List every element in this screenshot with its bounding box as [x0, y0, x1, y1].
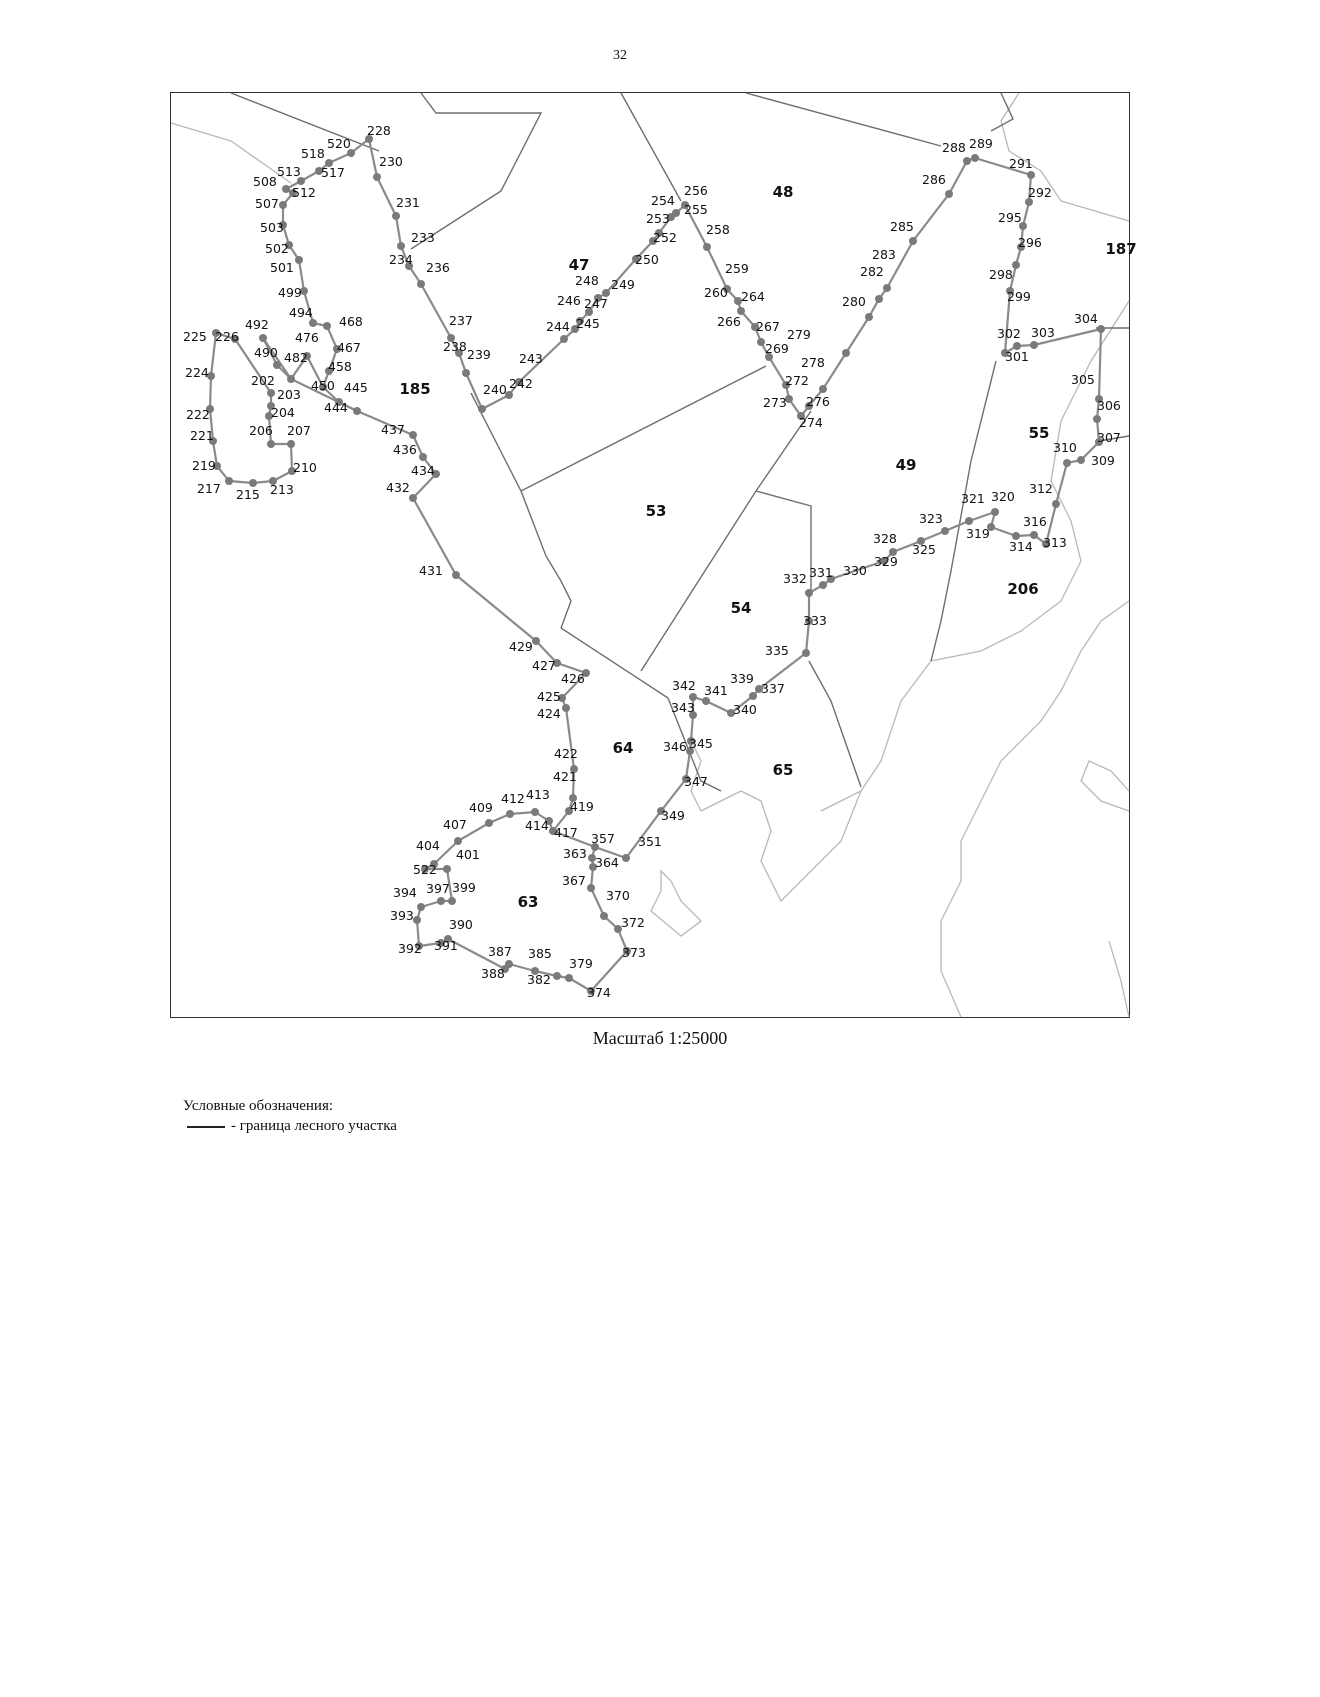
- point-label-215: 215: [236, 487, 260, 502]
- point-label-490: 490: [254, 345, 278, 360]
- point-label-248: 248: [575, 273, 599, 288]
- point-label-482: 482: [284, 350, 308, 365]
- point-label-222: 222: [186, 407, 210, 422]
- point-label-507: 507: [255, 196, 279, 211]
- point-label-213: 213: [270, 482, 294, 497]
- point-label-379: 379: [569, 956, 593, 971]
- point-labels: [183, 123, 1121, 1000]
- point-label-513: 513: [277, 164, 301, 179]
- quarter-label-64: 64: [612, 739, 634, 757]
- point-label-329: 329: [874, 554, 898, 569]
- point-label-267: 267: [756, 319, 780, 334]
- point-label-414: 414: [525, 818, 549, 833]
- point-label-274: 274: [799, 415, 823, 430]
- point-label-364: 364: [595, 855, 619, 870]
- point-label-341: 341: [704, 683, 728, 698]
- point-label-225: 225: [183, 329, 207, 344]
- quarter-label-63: 63: [517, 893, 539, 911]
- boundary-point-286: [945, 190, 953, 198]
- boundary-point-393: [413, 916, 421, 924]
- point-label-272: 272: [785, 373, 809, 388]
- point-label-237: 237: [449, 313, 473, 328]
- point-label-392: 392: [398, 941, 422, 956]
- point-label-517: 517: [321, 165, 345, 180]
- point-label-253: 253: [646, 211, 670, 226]
- boundary-point-278: [819, 385, 827, 393]
- point-label-269: 269: [765, 341, 789, 356]
- point-label-339: 339: [730, 671, 754, 686]
- point-label-279: 279: [787, 327, 811, 342]
- point-label-260: 260: [704, 285, 728, 300]
- point-label-333: 333: [803, 613, 827, 628]
- boundary-point-339: [749, 692, 757, 700]
- point-label-240: 240: [483, 382, 507, 397]
- point-label-522: 522: [413, 862, 437, 877]
- point-label-250: 250: [635, 252, 659, 267]
- point-label-426: 426: [561, 671, 585, 686]
- point-label-342: 342: [672, 678, 696, 693]
- point-label-503: 503: [260, 220, 284, 235]
- point-label-316: 316: [1023, 514, 1047, 529]
- point-label-233: 233: [411, 230, 435, 245]
- boundary-point-255: [672, 209, 680, 217]
- point-label-345: 345: [689, 736, 713, 751]
- scale-caption: Масштаб 1:25000: [592, 1028, 728, 1048]
- point-label-259: 259: [725, 261, 749, 276]
- point-label-286: 286: [922, 172, 946, 187]
- boundary-point-267: [757, 338, 765, 346]
- point-label-407: 407: [443, 817, 467, 832]
- legend-title: Условные обозначения:: [183, 1098, 334, 1114]
- legend-item-label: - граница лесного участка: [231, 1118, 397, 1134]
- boundary-point-432: [409, 494, 417, 502]
- point-label-401: 401: [456, 847, 480, 862]
- quarter-label-48: 48: [772, 183, 794, 201]
- boundary-point-429: [532, 637, 540, 645]
- boundary-point-508: [282, 185, 290, 193]
- point-label-305: 305: [1071, 372, 1095, 387]
- point-label-289: 289: [969, 136, 993, 151]
- point-label-372: 372: [621, 915, 645, 930]
- point-label-467: 467: [337, 340, 361, 355]
- boundary-point-494: [309, 319, 317, 327]
- boundary-point-409: [485, 819, 493, 827]
- boundary-point-314: [1030, 531, 1038, 539]
- point-label-206: 206: [249, 423, 273, 438]
- point-label-306: 306: [1097, 398, 1121, 413]
- forest-map: [170, 92, 1137, 1018]
- page-number: 32: [613, 48, 627, 63]
- point-label-367: 367: [562, 873, 586, 888]
- point-label-239: 239: [467, 347, 491, 362]
- boundary-point-202: [267, 389, 275, 397]
- point-label-346: 346: [663, 739, 687, 754]
- point-label-404: 404: [416, 838, 440, 853]
- point-label-313: 313: [1043, 535, 1067, 550]
- point-label-321: 321: [961, 491, 985, 506]
- point-label-417: 417: [554, 825, 578, 840]
- boundary-point-424: [562, 704, 570, 712]
- quarter-label-55: 55: [1028, 424, 1050, 442]
- point-label-349: 349: [661, 808, 685, 823]
- boundary-point-332: [805, 589, 813, 597]
- point-label-217: 217: [197, 481, 221, 496]
- point-label-437: 437: [381, 422, 405, 437]
- point-label-292: 292: [1028, 185, 1052, 200]
- boundary-point-207: [287, 440, 295, 448]
- boundary-point-507: [279, 201, 287, 209]
- boundary-point-282: [875, 295, 883, 303]
- point-label-244: 244: [546, 319, 570, 334]
- point-label-388: 388: [481, 966, 505, 981]
- boundary-point-258: [703, 243, 711, 251]
- point-label-502: 502: [265, 241, 289, 256]
- point-label-445: 445: [344, 380, 368, 395]
- point-label-419: 419: [570, 799, 594, 814]
- point-label-374: 374: [587, 985, 611, 1000]
- point-label-335: 335: [765, 643, 789, 658]
- boundary-point-321: [965, 517, 973, 525]
- point-label-494: 494: [289, 305, 313, 320]
- boundary-point-379: [565, 974, 573, 982]
- point-label-254: 254: [651, 193, 675, 208]
- boundary-point-215: [249, 479, 257, 487]
- point-label-385: 385: [528, 946, 552, 961]
- boundary-point-399: [448, 897, 456, 905]
- point-label-319: 319: [966, 526, 990, 541]
- point-label-224: 224: [185, 365, 209, 380]
- point-label-249: 249: [611, 277, 635, 292]
- point-label-492: 492: [245, 317, 269, 332]
- boundary-point-304: [1097, 325, 1105, 333]
- point-label-221: 221: [190, 428, 214, 443]
- point-label-330: 330: [843, 563, 867, 578]
- point-label-320: 320: [991, 489, 1015, 504]
- boundary-point-206: [267, 440, 275, 448]
- point-label-314: 314: [1009, 539, 1033, 554]
- boundary-point-239: [462, 369, 470, 377]
- point-label-312: 312: [1029, 481, 1053, 496]
- point-label-204: 204: [271, 405, 295, 420]
- point-label-424: 424: [537, 706, 561, 721]
- point-label-357: 357: [591, 831, 615, 846]
- boundary-point-413: [531, 808, 539, 816]
- point-label-444: 444: [324, 400, 348, 415]
- boundary-point-312: [1052, 500, 1060, 508]
- point-label-409: 409: [469, 800, 493, 815]
- point-label-476: 476: [295, 330, 319, 345]
- point-label-328: 328: [873, 531, 897, 546]
- point-label-363: 363: [563, 846, 587, 861]
- point-label-234: 234: [389, 252, 413, 267]
- point-label-242: 242: [509, 376, 533, 391]
- legend-line-symbol: [187, 1126, 225, 1128]
- point-label-337: 337: [761, 681, 785, 696]
- boundary-point-431: [452, 571, 460, 579]
- point-label-295: 295: [998, 210, 1022, 225]
- point-label-231: 231: [396, 195, 420, 210]
- point-label-390: 390: [449, 917, 473, 932]
- quarter-label-54: 54: [730, 599, 752, 617]
- boundary-point-468: [323, 322, 331, 330]
- point-label-301: 301: [1005, 349, 1029, 364]
- point-label-236: 236: [426, 260, 450, 275]
- point-label-282: 282: [860, 264, 884, 279]
- point-label-304: 304: [1074, 311, 1098, 326]
- point-label-258: 258: [706, 222, 730, 237]
- boundary-point-412: [506, 810, 514, 818]
- boundary-point-490: [273, 361, 281, 369]
- boundary-point-436: [419, 453, 427, 461]
- point-label-203: 203: [277, 387, 301, 402]
- point-label-422: 422: [554, 746, 578, 761]
- point-label-432: 432: [386, 480, 410, 495]
- point-label-499: 499: [278, 285, 302, 300]
- point-label-219: 219: [192, 458, 216, 473]
- point-label-252: 252: [653, 230, 677, 245]
- point-label-283: 283: [872, 247, 896, 262]
- boundary-point-335: [802, 649, 810, 657]
- legend-item: [187, 1118, 397, 1135]
- boundary-point-303: [1030, 341, 1038, 349]
- point-label-412: 412: [501, 791, 525, 806]
- point-label-387: 387: [488, 944, 512, 959]
- boundary-point-437: [409, 431, 417, 439]
- boundary-point-289: [971, 154, 979, 162]
- point-label-436: 436: [393, 442, 417, 457]
- boundary-point-283: [883, 284, 891, 292]
- boundary-point-240: [478, 405, 486, 413]
- point-label-340: 340: [733, 702, 757, 717]
- boundary-point-382: [553, 972, 561, 980]
- boundary-point-367: [587, 884, 595, 892]
- boundary-point-280: [865, 313, 873, 321]
- point-label-255: 255: [684, 202, 708, 217]
- water-lines: [171, 93, 1129, 1017]
- boundary-point-351: [622, 854, 630, 862]
- quarter-label-47: 47: [568, 256, 590, 274]
- point-label-296: 296: [1018, 235, 1042, 250]
- quarter-label-65: 65: [772, 761, 794, 779]
- point-label-309: 309: [1091, 453, 1115, 468]
- point-label-280: 280: [842, 294, 866, 309]
- point-label-210: 210: [293, 460, 317, 475]
- point-label-347: 347: [684, 774, 708, 789]
- point-label-397: 397: [426, 881, 450, 896]
- boundary-point-310: [1063, 459, 1071, 467]
- boundary-point-323: [941, 527, 949, 535]
- point-label-431: 431: [419, 563, 443, 578]
- boundary-point-407: [454, 837, 462, 845]
- point-label-425: 425: [537, 689, 561, 704]
- boundary-point-370: [600, 912, 608, 920]
- point-label-246: 246: [557, 293, 581, 308]
- point-label-288: 288: [942, 140, 966, 155]
- point-label-207: 207: [287, 423, 311, 438]
- point-label-370: 370: [606, 888, 630, 903]
- quarter-label-49: 49: [895, 456, 917, 474]
- boundary-point-482: [287, 375, 295, 383]
- quarter-label-206: 206: [1007, 580, 1039, 598]
- point-label-276: 276: [806, 394, 830, 409]
- boundary-point-288: [963, 157, 971, 165]
- point-label-512: 512: [292, 185, 316, 200]
- point-label-325: 325: [912, 542, 936, 557]
- boundary-point-492: [259, 334, 267, 342]
- point-label-307: 307: [1097, 430, 1121, 445]
- point-label-331: 331: [809, 565, 833, 580]
- point-label-238: 238: [443, 339, 467, 354]
- boundary-point-217: [225, 477, 233, 485]
- point-label-243: 243: [519, 351, 543, 366]
- boundary-point-298: [1012, 261, 1020, 269]
- map-canvas: [171, 93, 1137, 1017]
- quarter-label-187: 187: [1105, 240, 1137, 258]
- point-label-278: 278: [801, 355, 825, 370]
- boundary-point-244: [560, 335, 568, 343]
- quarter-label-185: 185: [399, 380, 431, 398]
- point-label-393: 393: [390, 908, 414, 923]
- point-label-303: 303: [1031, 325, 1055, 340]
- point-label-226: 226: [215, 329, 239, 344]
- boundary-point-233: [397, 242, 405, 250]
- point-label-256: 256: [684, 183, 708, 198]
- point-label-299: 299: [1007, 289, 1031, 304]
- point-label-501: 501: [270, 260, 294, 275]
- point-label-343: 343: [671, 700, 695, 715]
- point-label-332: 332: [783, 571, 807, 586]
- point-label-421: 421: [553, 769, 577, 784]
- point-label-291: 291: [1009, 156, 1033, 171]
- point-label-508: 508: [253, 174, 277, 189]
- boundary-point-285: [909, 237, 917, 245]
- quarter-label-53: 53: [645, 502, 667, 520]
- point-label-202: 202: [251, 373, 275, 388]
- point-label-230: 230: [379, 154, 403, 169]
- point-label-302: 302: [997, 326, 1021, 341]
- boundary-point-341: [702, 697, 710, 705]
- boundary-point-236: [417, 280, 425, 288]
- point-label-373: 373: [622, 945, 646, 960]
- point-label-468: 468: [339, 314, 363, 329]
- boundary-point-401: [443, 865, 451, 873]
- point-label-427: 427: [532, 658, 556, 673]
- boundary-point-397: [437, 897, 445, 905]
- boundary-point-309: [1077, 456, 1085, 464]
- point-label-323: 323: [919, 511, 943, 526]
- boundary-point-501: [295, 256, 303, 264]
- boundary-point-279: [842, 349, 850, 357]
- boundary-point-230: [373, 173, 381, 181]
- boundary-point-231: [392, 212, 400, 220]
- point-label-310: 310: [1053, 440, 1077, 455]
- boundary-point-306: [1093, 415, 1101, 423]
- point-label-285: 285: [890, 219, 914, 234]
- point-label-520: 520: [327, 136, 351, 151]
- boundary-point-331: [819, 581, 827, 589]
- point-label-264: 264: [741, 289, 765, 304]
- point-label-273: 273: [763, 395, 787, 410]
- point-label-458: 458: [328, 359, 352, 374]
- point-label-351: 351: [638, 834, 662, 849]
- boundary-point-291: [1027, 171, 1035, 179]
- point-label-450: 450: [311, 378, 335, 393]
- point-label-266: 266: [717, 314, 741, 329]
- point-label-394: 394: [393, 885, 417, 900]
- boundary-point-444: [353, 407, 361, 415]
- point-label-298: 298: [989, 267, 1013, 282]
- point-label-518: 518: [301, 146, 325, 161]
- point-label-245: 245: [576, 316, 600, 331]
- point-label-382: 382: [527, 972, 551, 987]
- point-label-413: 413: [526, 787, 550, 802]
- point-label-399: 399: [452, 880, 476, 895]
- point-label-228: 228: [367, 123, 391, 138]
- point-label-434: 434: [411, 463, 435, 478]
- point-label-429: 429: [509, 639, 533, 654]
- point-label-247: 247: [584, 296, 608, 311]
- point-label-391: 391: [434, 938, 458, 953]
- boundary-point-394: [417, 903, 425, 911]
- boundary-point-320: [991, 508, 999, 516]
